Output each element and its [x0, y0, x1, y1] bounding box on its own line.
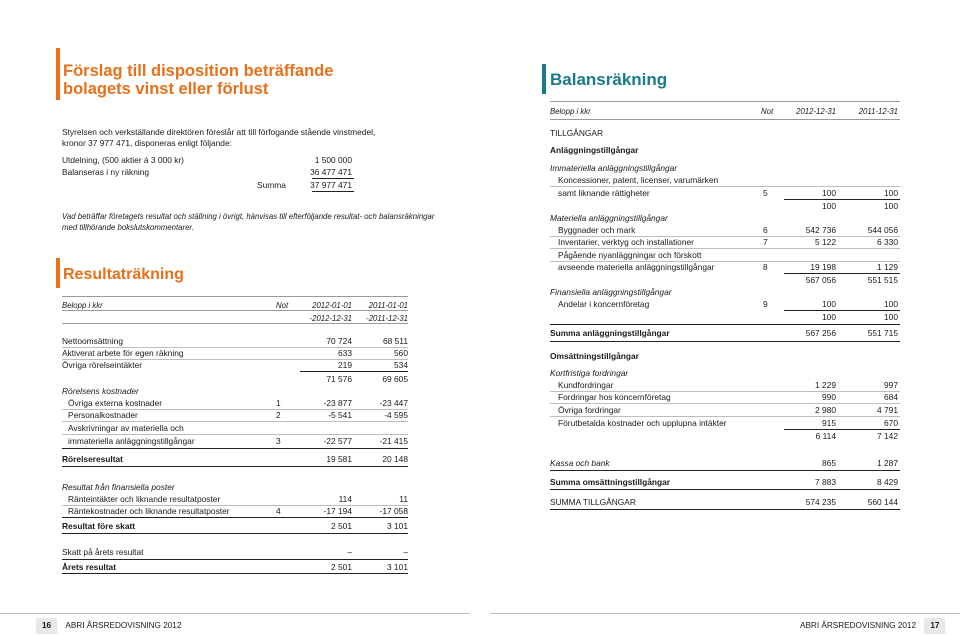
- br-row-v1: 990: [822, 392, 836, 402]
- rr-row-v1: 2 501: [331, 562, 352, 572]
- footer-text-right: ABRI ÅRSREDOVISNING 2012: [800, 621, 917, 630]
- br-row-v1: 2 980: [815, 405, 836, 415]
- br-row-label: Koncessioner, patent, licenser, varumärken: [558, 175, 719, 185]
- br-row-v1: 100: [822, 188, 836, 198]
- rr-row-v2: 20 148: [382, 454, 408, 464]
- rr-row-not: 4: [276, 506, 281, 516]
- br-rule: [550, 509, 900, 510]
- rr-row-label: Ränteintäkter och liknande resultatposter: [68, 494, 221, 504]
- br-row-label: Kortfristiga fordringar: [550, 368, 629, 378]
- br-row-rule: [550, 186, 900, 187]
- br-row-label: TILLGÅNGAR: [550, 128, 604, 138]
- br-row-v1: 6 114: [815, 431, 836, 441]
- br-row-v2: 544 056: [867, 225, 898, 235]
- note-line1: Vad beträffar företagets resultat och ställning i övrigt, hänvisas till efterföljande resultat- och balansräkningar: [62, 212, 435, 221]
- br-row-label: Fordringar hos koncernföretag: [558, 392, 671, 402]
- br-row-v1: 19 198: [810, 262, 836, 272]
- page-number-right: 17: [924, 618, 945, 634]
- br-row-v1: 567 256: [805, 328, 836, 338]
- rr-header-belopp: Belopp i kkr: [62, 301, 103, 310]
- br-header-belopp: Belopp i kkr: [550, 107, 591, 116]
- br-row-not: 8: [763, 262, 768, 272]
- br-row-v1: 574 235: [805, 497, 836, 507]
- rr-rule: [62, 533, 408, 534]
- br-row-label: Förutbetalda kostnader och upplupna intäkter: [558, 418, 727, 428]
- rr-row-v1: 633: [338, 348, 352, 358]
- footer-rule-right: [490, 613, 960, 614]
- rr-row-label: Skatt på årets resultat: [62, 547, 144, 557]
- rr-header-c1b: -2012-12-31: [309, 314, 352, 323]
- rr-row-rule: [62, 434, 408, 435]
- br-row-v2: 1 287: [877, 458, 898, 468]
- br-row-v1: 865: [822, 458, 836, 468]
- footer-rule-left: [0, 613, 470, 614]
- rr-row-label: Övriga rörelseintäkter: [62, 360, 143, 370]
- br-row-v2: 551 715: [867, 328, 898, 338]
- br-row-v1: 1 229: [815, 380, 836, 390]
- note-line2: med tillhörande bokslutskommentarer.: [62, 223, 194, 232]
- br-row-v2: 997: [884, 380, 898, 390]
- br-row-label: Materiella anläggningstillgångar: [550, 213, 668, 223]
- right-page: [480, 0, 960, 635]
- disp-label-1: Balanseras i ny räkning: [62, 167, 150, 177]
- br-row-not: 6: [763, 225, 768, 235]
- br-subtotal-rule: [784, 273, 900, 274]
- br-rule: [550, 470, 900, 471]
- footer-left: [36, 618, 181, 634]
- rr-header-c2a: 2011-01-01: [368, 301, 408, 310]
- rr-row-v2: –: [403, 547, 408, 557]
- rr-title: Resultaträkning: [63, 266, 184, 283]
- br-row-v2: 6 330: [877, 237, 898, 247]
- rr-row-v2: -23 447: [379, 398, 408, 408]
- br-row-label: Kassa och bank: [550, 458, 610, 468]
- br-rule: [550, 489, 900, 490]
- rr-header-rule-top: [62, 296, 408, 297]
- intro-line1: Styrelsen och verkställande direktören föreslår att till förfogande stående vinstmedel,: [62, 127, 376, 137]
- rr-header-rule-bottom: [62, 323, 408, 324]
- br-row-v2: 100: [884, 312, 898, 322]
- rr-row-v2: 3 101: [387, 562, 408, 572]
- rr-row-v1: 70 724: [326, 336, 352, 346]
- rr-header-c1a: 2012-01-01: [312, 301, 352, 310]
- br-row-v2: 8 429: [877, 477, 898, 487]
- br-rule: [550, 341, 900, 342]
- disposition-title-line1: Förslag till disposition beträffande: [63, 62, 334, 80]
- br-row-label: Inventarier, verktyg och installationer: [558, 237, 694, 247]
- br-row-v1: 542 736: [805, 225, 836, 235]
- rr-row-not: 2: [276, 410, 281, 420]
- footer-right: [800, 618, 945, 634]
- br-row-v2: 551 515: [867, 275, 898, 285]
- br-row-v2: 100: [884, 188, 898, 198]
- rr-row-v1: –: [347, 547, 352, 557]
- br-row-v2: 100: [884, 201, 898, 211]
- br-row-v2: 1 129: [877, 262, 898, 272]
- rr-row-label: Rörelsens kostnader: [62, 386, 139, 396]
- br-header-rule-top: [550, 101, 900, 102]
- br-row-label: samt liknande rättigheter: [558, 188, 650, 198]
- disposition-title: [63, 62, 333, 98]
- rr-rule: [62, 517, 408, 518]
- rr-accent-bar: [56, 258, 60, 288]
- rr-row-v2: 3 101: [387, 521, 408, 531]
- br-accent-bar: [542, 64, 546, 94]
- br-header-c1: 2012-12-31: [796, 107, 836, 116]
- br-row-v2: 4 791: [877, 405, 898, 415]
- summa-label: Summa: [257, 180, 286, 190]
- br-row-v2: 7 142: [877, 431, 898, 441]
- br-subtotal-rule: [784, 310, 900, 311]
- rr-header-c2b: -2011-12-31: [366, 314, 408, 323]
- br-row-v2: 560 144: [867, 497, 898, 507]
- br-row-label: Övriga fordringar: [558, 405, 621, 415]
- br-row-label: Pågående nyanläggningar och förskott: [558, 250, 702, 260]
- page-number-left: 16: [36, 618, 57, 634]
- rr-header-rule-mid: [62, 310, 408, 311]
- br-header-not: Not: [761, 107, 774, 116]
- br-row-v1: 7 883: [815, 477, 836, 487]
- rr-header-not: Not: [276, 301, 289, 310]
- br-row-rule: [550, 416, 900, 417]
- rr-rule: [62, 559, 408, 560]
- br-row-rule: [550, 403, 900, 404]
- rr-row-v2: -17 058: [379, 506, 408, 516]
- br-title: Balansräkning: [550, 70, 668, 89]
- br-row-v2: 100: [884, 299, 898, 309]
- br-row-not: 5: [763, 188, 768, 198]
- rr-row-v1: 71 576: [326, 374, 352, 384]
- rr-row-v1: 2 501: [331, 521, 352, 531]
- br-row-label: Summa omsättningstillgångar: [550, 477, 671, 487]
- rr-row-v2: 11: [399, 494, 408, 504]
- br-row-v1: 5 122: [815, 237, 836, 247]
- rr-row-label: Avskrivningar av materiella och: [68, 423, 184, 433]
- rr-row-label: Räntekostnader och liknande resultatposter: [68, 506, 230, 516]
- br-row-v1: 100: [822, 201, 836, 211]
- rr-row-not: 3: [276, 436, 281, 446]
- rr-row-v1: -23 877: [323, 398, 352, 408]
- br-header-c2: 2011-12-31: [858, 107, 898, 116]
- rr-row-v1: -22 577: [323, 436, 352, 446]
- br-row-label: Byggnader och mark: [558, 225, 636, 235]
- rr-row-label: Resultat från finansiella poster: [62, 482, 175, 492]
- rr-row-label: Övriga externa kostnader: [68, 398, 163, 408]
- summa-value: 37 977 471: [310, 180, 352, 190]
- title-accent-bar: [56, 48, 60, 100]
- br-row-label: avseende materiella anläggningstillgångar: [558, 262, 715, 272]
- disp-label-0: Utdelning, (500 aktier á 3 000 kr): [62, 155, 184, 165]
- disposition-title-line2: bolagets vinst eller förlust: [63, 80, 269, 98]
- rr-row-not: 1: [276, 398, 281, 408]
- rr-row-label: Resultat före skatt: [62, 521, 136, 531]
- disp-value-1: 36 477 471: [310, 167, 352, 177]
- br-row-rule: [550, 248, 900, 249]
- rr-row-v1: 19 581: [326, 454, 352, 464]
- rr-row-v2: -21 415: [379, 436, 408, 446]
- br-row-v1: 567 056: [805, 275, 836, 285]
- br-row-v2: 670: [884, 418, 898, 428]
- br-header-rule-bottom: [550, 119, 900, 120]
- rr-row-v2: -4 595: [384, 410, 408, 420]
- br-row-label: Immateriella anläggningstillgångar: [550, 163, 678, 173]
- rr-row-v2: 68 511: [383, 336, 408, 346]
- rr-rule: [62, 466, 408, 467]
- br-row-label: Kundfordringar: [558, 380, 614, 390]
- br-row-v1: 915: [822, 418, 836, 428]
- rr-row-label: Årets resultat: [62, 562, 116, 572]
- rr-row-rule: [62, 421, 408, 422]
- rr-rule: [62, 573, 408, 574]
- br-row-v1: 100: [822, 312, 836, 322]
- rr-rule: [62, 448, 408, 449]
- rr-row-label: Rörelseresultat: [62, 454, 123, 464]
- rr-row-v2: 560: [394, 348, 408, 358]
- disp-underline: [312, 178, 354, 179]
- br-subtotal-rule: [784, 429, 900, 430]
- rr-row-v1: 219: [338, 360, 352, 370]
- rr-row-label: Personalkostnader: [68, 410, 138, 420]
- rr-subtotal-rule: [300, 371, 408, 372]
- rr-row-label: immateriella anläggningstillgångar: [68, 436, 195, 446]
- intro-line2: kronor 37 977 471, disponeras enligt följande:: [62, 138, 232, 148]
- rr-row-v2: 534: [394, 360, 408, 370]
- rr-row-v1: -5 541: [328, 410, 352, 420]
- br-row-label: Omsättningstillgångar: [550, 351, 639, 361]
- summa-underline: [312, 191, 354, 192]
- br-row-not: 7: [763, 237, 768, 247]
- br-subtotal-rule: [784, 199, 900, 200]
- br-row-not: 9: [763, 299, 768, 309]
- br-row-label: Andelar i koncernföretag: [558, 299, 650, 309]
- rr-row-v1: 114: [338, 494, 352, 504]
- br-row-label: SUMMA TILLGÅNGAR: [550, 497, 636, 507]
- br-row-label: Finansiella anläggningstillgångar: [550, 287, 672, 297]
- br-row-v1: 100: [822, 299, 836, 309]
- rr-row-v1: -17 194: [323, 506, 352, 516]
- footer-text-left: ABRI ÅRSREDOVISNING 2012: [65, 621, 182, 630]
- rr-row-label: Aktiverat arbete för egen räkning: [62, 348, 184, 358]
- br-rule: [550, 324, 900, 325]
- br-row-v2: 684: [884, 392, 898, 402]
- rr-row-label: Nettoomsättning: [62, 336, 123, 346]
- br-row-label: Anläggningstillgångar: [550, 145, 639, 155]
- br-row-label: Summa anläggningstillgångar: [550, 328, 670, 338]
- disp-value-0: 1 500 000: [314, 155, 352, 165]
- rr-row-v2: 69 605: [382, 374, 408, 384]
